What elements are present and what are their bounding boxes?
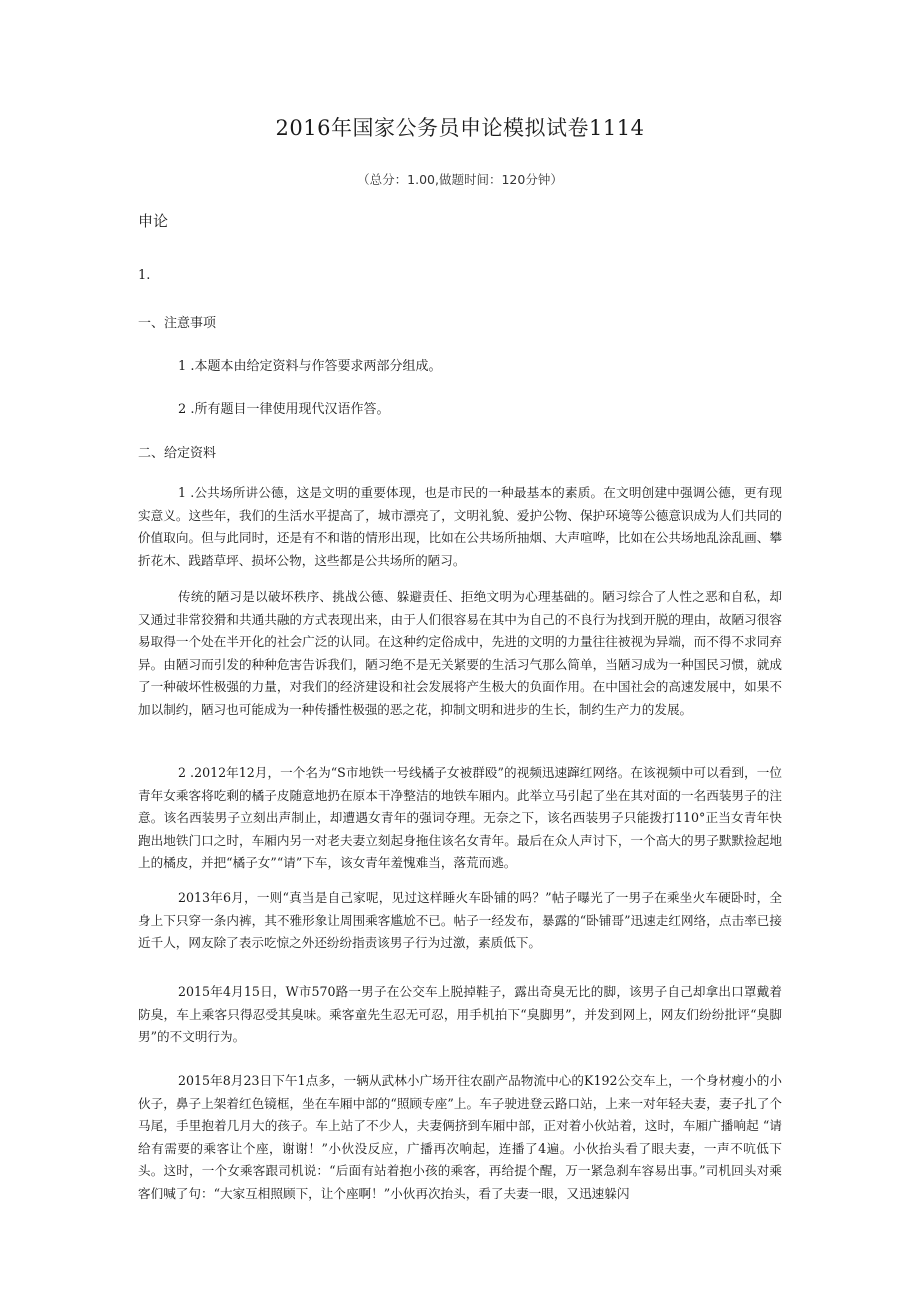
exam-info: （总分：1.00,做题时间：120分钟） bbox=[357, 172, 563, 187]
material-paragraph: 1 .公共场所讲公德，这是文明的重要体现，也是市民的一种最基本的素质。在文明创建中强调公德，更有现实意义。这些年，我们的生活水平提高了，城市漂亮了，文明礼貌、爱护公物、保护环境等公德意识成为人们共同的价值取向。但与此同时，还是有不和谐的情形出现，比如在公共场所抽烟、大声喧哗，比如在公共场地乱涂乱画、攀折花木、践踏草坪、损坏公物，这些都是公共场所的陋习。 bbox=[138, 485, 782, 568]
material-paragraph: 2 .2012年12月，一个名为“S市地铁一号线橘子女被群殴”的视频迅速蹿红网络。在该视频中可以看到，一位青年女乘客将吃剩的橘子皮随意地扔在原本干净整洁的地铁车厢内。此举立马引起了坐在其对面的一名西装男子的注意。该名西装男子立刻出声制止，却遭遇女青年的强词夺理。无奈之下，该名西装男子只能拨打110°正当女青年快跑出地铁门口之时，车厢内另一对老夫妻立刻起身拖住该名女青年。最后在众人声讨下，一个高大的男子默默捡起地上的橘皮，并把“橘子女”“请”下车，该女青年羞愧难当，落荒而逃。 bbox=[138, 765, 782, 871]
material-paragraph: 2015年4月15日，W市570路一男子在公交车上脱掉鞋子，露出奇臭无比的脚，该男子自己却拿出口罩戴着防臭，车上乘客只得忍受其臭味。乘客童先生忍无可忍，用手机拍下“臭脚男”，并发到网上，网友们纷纷批评“臭脚男”的不文明行为。 bbox=[138, 984, 782, 1045]
material-paragraph: 2015年8月23日下午1点多，一辆从武林小广场开往农副产品物流中心的K192公交车上，一个身材瘦小的小伙子，鼻子上架着红色镜框，坐在车厢中部的“照顾专座”上。车子驶进登云路口站，上来一对年轻夫妻，妻子扎了个马尾，手里抱着几月大的孩子。车上站了不少人，夫妻俩挤到车厢中部，正对着小伙站着，这时，车厢广播响起 “请给有需要的乘客让个座，谢谢！”小伙没反应，广播再次响起，连播了4遍。小伙抬头看了眼夫妻，一声不吭低下头。这时，一个女乘客跟司机说：“后面有站着抱小孩的乘客，再给提个醒，万一紧急刹车容易出事。”司机回头对乘客们喊了句：“大家互相照顾下，让个座啊！”小伙再次抬头，看了夫妻一眼，又迅速躲闪 bbox=[138, 1073, 782, 1201]
materials-heading: 二、给定资料 bbox=[138, 446, 217, 461]
page-title: 2016年国家公务员申论模拟试卷1114 bbox=[275, 116, 645, 140]
section-title: 申论 bbox=[138, 212, 169, 230]
question-number: 1. bbox=[138, 268, 151, 283]
material-paragraph: 传统的陋习是以破坏秩序、挑战公德、躲避责任、拒绝文明为心理基础的。陋习综合了人性之恶和自私，却又通过非常狡猾和共通共融的方式表现出来，由于人们很容易在其中为自己的不良行为找到开脱的理由，故陋习很容易取得一个处在半开化的社会广泛的认同。在这种约定俗成中，先进的文明的力量往往被视为异端，而不得不求同弃异。由陋习而引发的种种危害告诉我们，陋习绝不是无关紧要的生活习气那么简单，当陋习成为一种国民习惯，就成了一种破坏性极强的力量，对我们的经济建设和社会发展将产生极大的负面作用。在中国社会的高速发展中，如果不加以制约，陋习也可能成为一种传播性极强的恶之花，抑制文明和进步的生长，制约生产力的发展。 bbox=[138, 589, 782, 717]
note-item: 2 .所有题目一律使用现代汉语作答。 bbox=[178, 402, 390, 417]
note-item: 1 .本题本由给定资料与作答要求两部分组成。 bbox=[178, 359, 442, 374]
material-paragraph: 2013年6月，一则“真当是自己家呢，见过这样睡火车卧铺的吗？”帖子曝光了一男子在乘坐火车硬卧时，全身上下只穿一条内裤，其不雅形象让周围乘客尴尬不已。帖子一经发布，暴露的“卧铺哥”迅速走红网络，点击率已接近千人，网友除了表示吃惊之外还纷纷指责该男子行为过激，素质低下。 bbox=[138, 890, 782, 951]
notes-heading: 一、注意事项 bbox=[138, 316, 217, 331]
